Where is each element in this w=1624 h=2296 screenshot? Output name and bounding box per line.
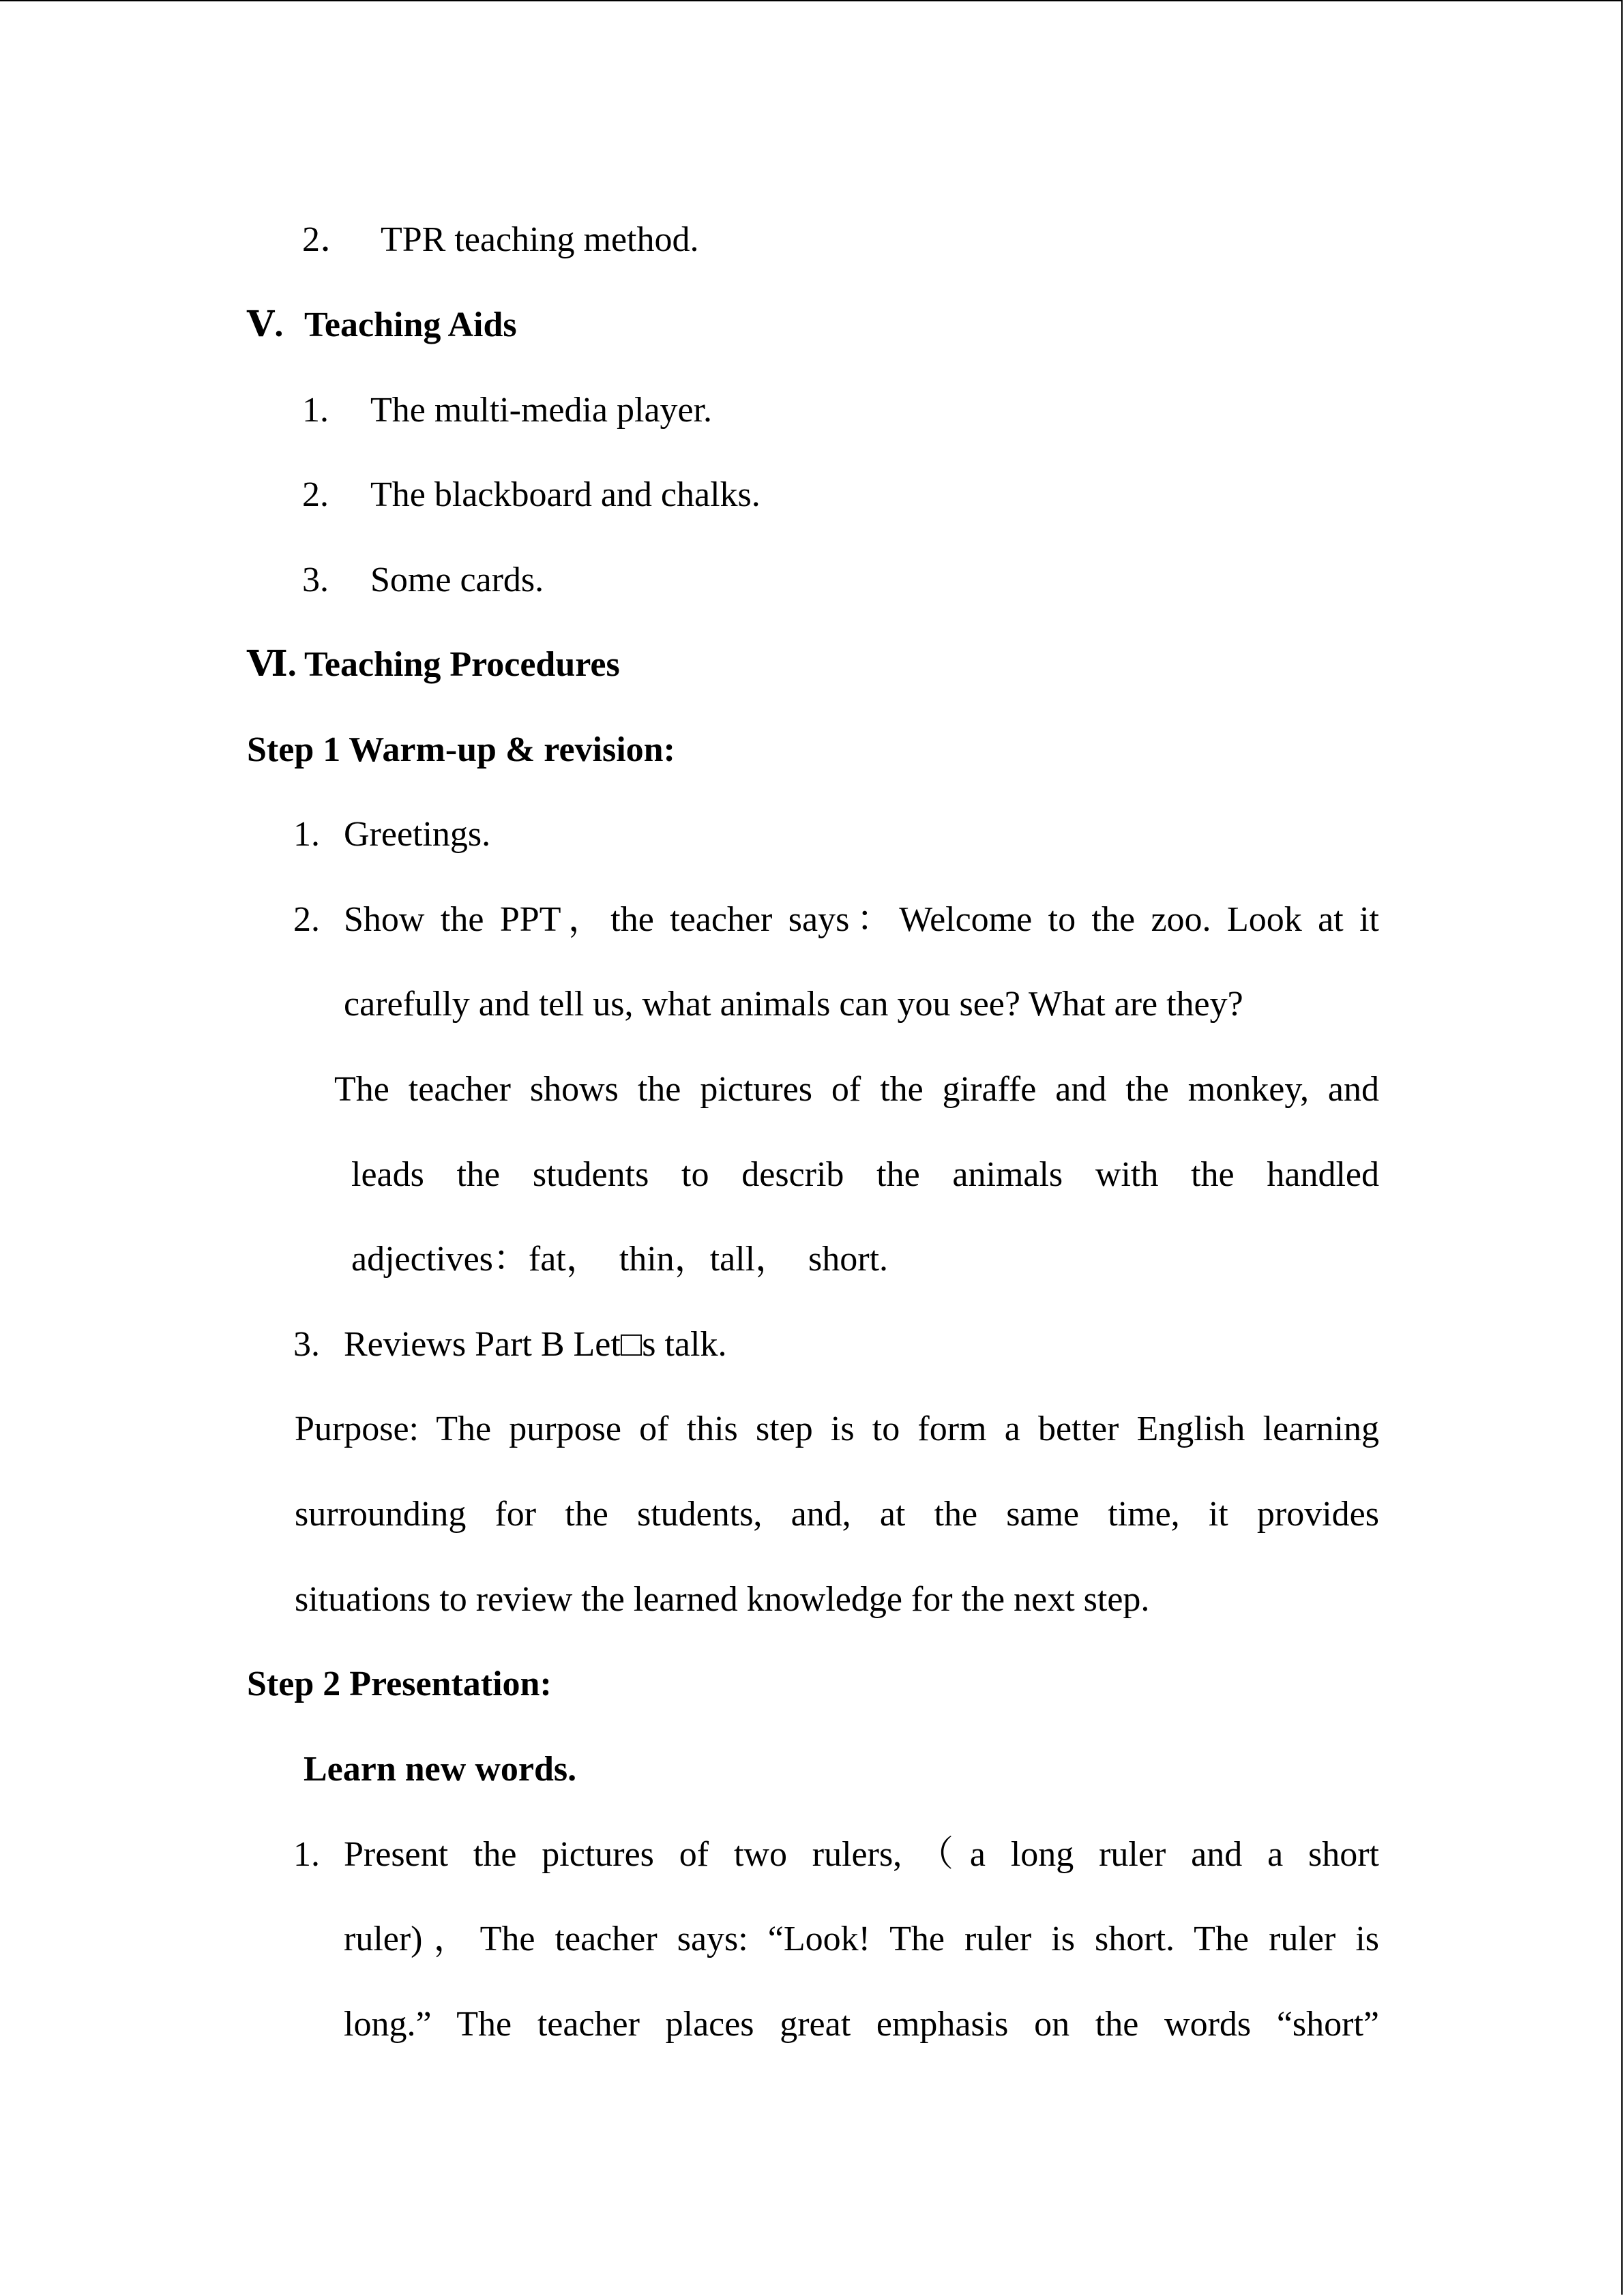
section-title: Teaching Aids — [304, 305, 517, 344]
purpose-line: Purpose: The purpose of this step is to form a better English learning — [295, 1410, 1379, 1448]
list-item — [293, 1324, 726, 1365]
section-heading — [247, 644, 620, 685]
list-number: 1. — [293, 815, 320, 854]
section-number: Ⅵ. — [247, 645, 297, 684]
list-number: 2. — [302, 475, 329, 514]
list-number: 1. — [293, 1835, 320, 1874]
purpose-line: situations to review the learned knowledge for the next step. — [295, 1580, 1150, 1619]
list-text: Show the PPT，the teacher says：Welcome to the zoo. Look at it — [344, 900, 1379, 939]
list-number: 3. — [293, 1325, 320, 1364]
list-item — [293, 814, 490, 855]
list-item — [302, 220, 698, 260]
list-number: 3. — [302, 561, 329, 599]
paragraph-line: ruler)，The teacher says: “Look! The ruler is short. The ruler is — [344, 1920, 1379, 1958]
list-text: TPR teaching method. — [381, 220, 699, 259]
paragraph-line: The teacher shows the pictures of the giraffe and the monkey, and — [334, 1070, 1379, 1109]
list-item — [302, 390, 712, 431]
step-heading: Step 1 Warm-up & revision: — [247, 730, 675, 769]
list-item — [302, 560, 544, 601]
list-item — [302, 475, 761, 516]
paragraph-line: long.” The teacher places great emphasis on the words “short” — [344, 2005, 1379, 2044]
paragraph-line: adjectives：fat， thin，tall， short. — [351, 1240, 889, 1279]
list-text: The multi-media player. — [370, 391, 713, 430]
paragraph-line: carefully and tell us, what animals can you see? What are they? — [344, 985, 1243, 1024]
list-text: Present the pictures of two rulers,（a long ruler and a short — [344, 1835, 1379, 1874]
section-number: Ⅴ. — [247, 305, 284, 344]
step-heading: Step 2 Presentation: — [247, 1665, 552, 1703]
purpose-line: surrounding for the students, and, at the same time, it provides — [295, 1495, 1379, 1534]
list-number: 2． — [302, 220, 356, 259]
list-text: Reviews Part B Let□s talk. — [344, 1325, 727, 1364]
list-text: The blackboard and chalks. — [370, 475, 761, 514]
list-item — [293, 1834, 1379, 1875]
paragraph-line: leads the students to describ the animals with the handled — [351, 1155, 1379, 1194]
list-number: 2. — [293, 900, 320, 939]
sub-heading: Learn new words. — [304, 1750, 577, 1789]
list-item — [293, 899, 1379, 940]
list-text: Greetings. — [344, 815, 491, 854]
section-heading — [247, 305, 517, 346]
list-number: 1. — [302, 391, 329, 430]
section-title: Teaching Procedures — [304, 645, 620, 684]
list-text: Some cards. — [370, 561, 544, 599]
